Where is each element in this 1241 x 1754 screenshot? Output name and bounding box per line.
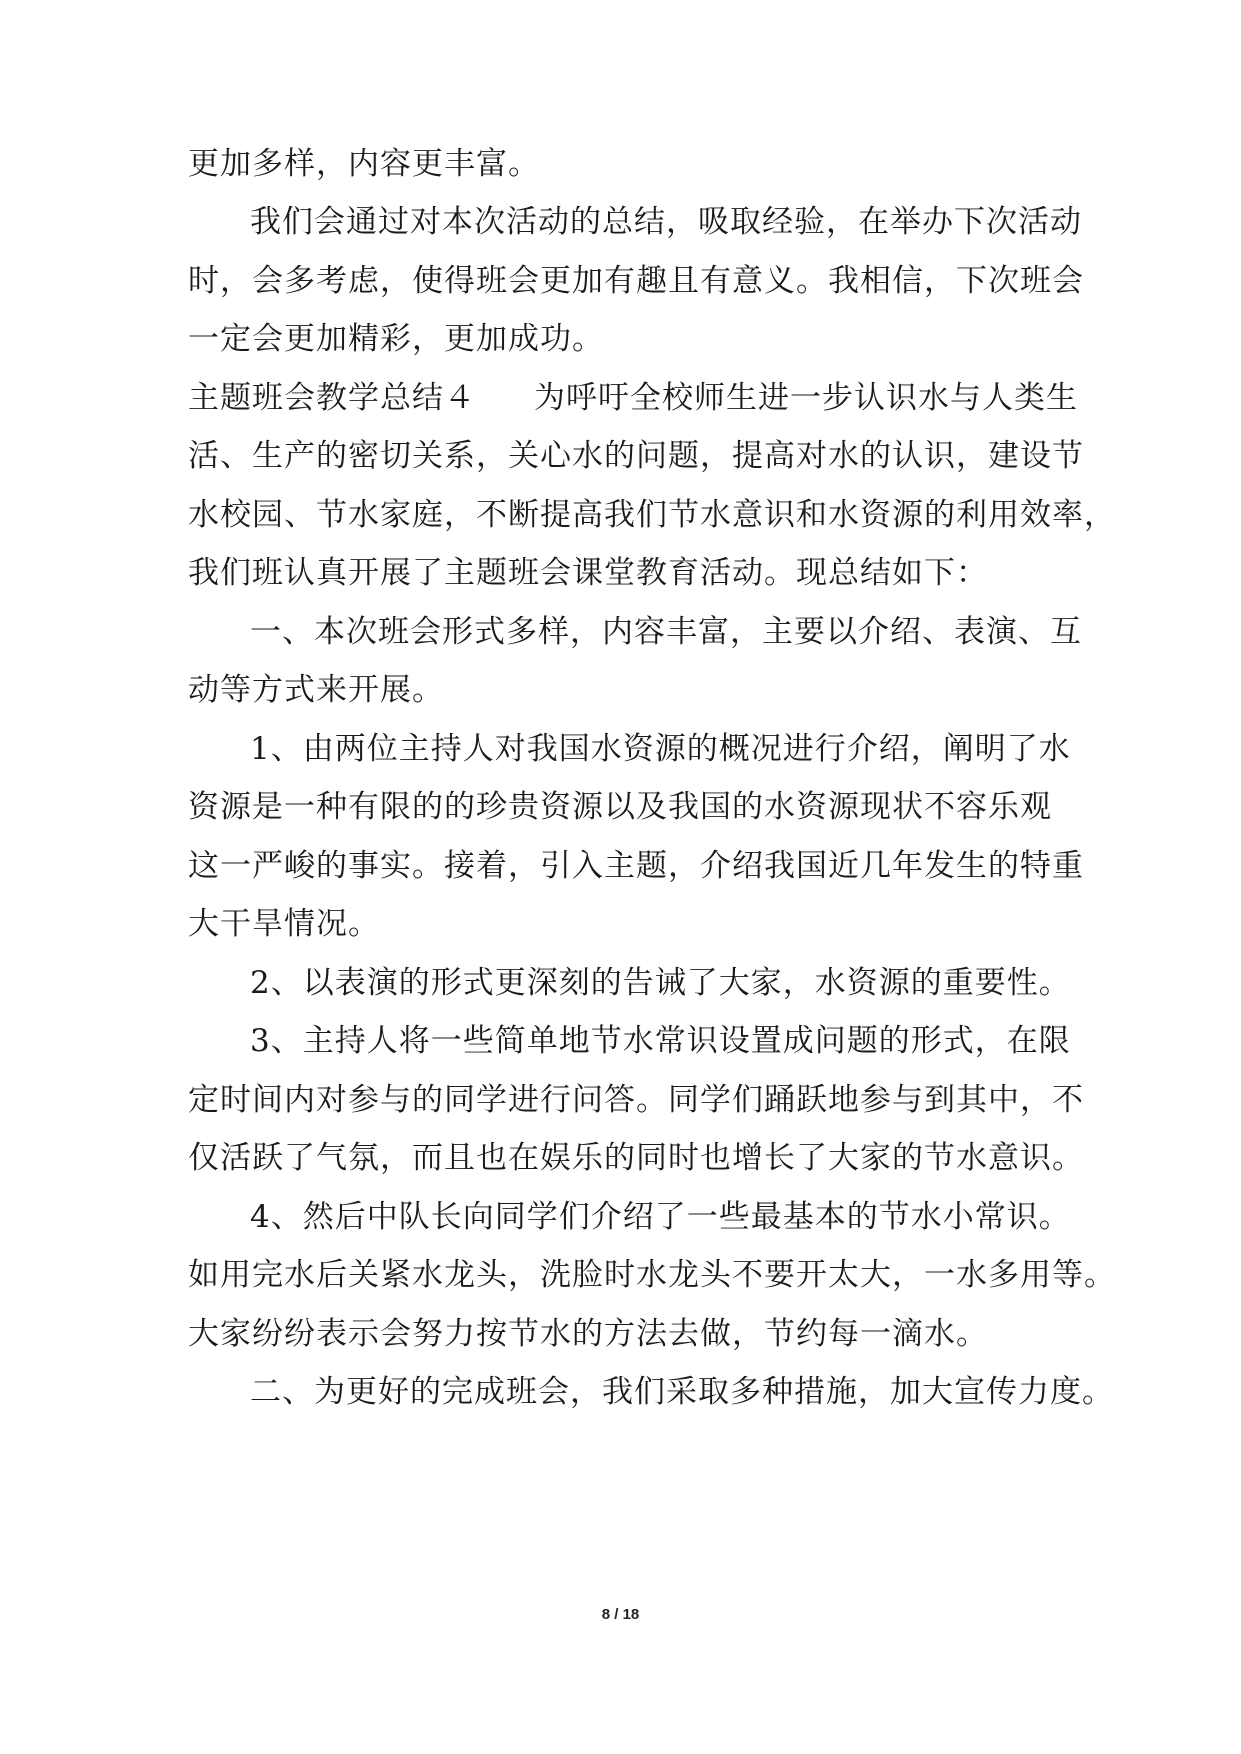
paragraph-line: 大干旱情况。 [188,906,380,942]
paragraph-line: 我们班认真开展了主题班会课堂教育活动。现总结如下： [188,555,988,591]
paragraph-line: 定时间内对参与的同学进行问答。同学们踊跃地参与到其中，不 [188,1082,1084,1118]
paragraph-line: 如用完水后关紧水龙头，洗脸时水龙头不要开太大，一水多用等。 [188,1257,1116,1293]
paragraph-line: 更加多样，内容更丰富。 [188,146,540,182]
section-heading-line [188,378,1078,418]
paragraph-line: 3、主持人将一些简单地节水常识设置成问题的形式，在限 [250,1023,1071,1059]
paragraph-line: 动等方式来开展。 [188,672,444,708]
page-number: 8 / 18 [601,1606,640,1623]
section-title: 主题班会教学总结４ [188,380,476,416]
paragraph-line: 仅活跃了气氛，而且也在娱乐的同时也增长了大家的节水意识。 [188,1140,1084,1176]
paragraph-line: 水校园、节水家庭，不断提高我们节水意识和水资源的利用效率， [188,497,1116,533]
paragraph-line: 一定会更加精彩，更加成功。 [188,321,604,357]
paragraph-line: 1、由两位主持人对我国水资源的概况进行介绍，阐明了水 [250,731,1071,767]
paragraph-line: 资源是一种有限的的珍贵资源以及我国的水资源现状不容乐观 [188,789,1052,825]
paragraph-line: 时，会多考虑，使得班会更加有趣且有意义。我相信，下次班会 [188,263,1084,299]
section-lead-text: 为呼吁全校师生进一步认识水与人类生 [534,380,1078,416]
paragraph-line: 4、然后中队长向同学们介绍了一些最基本的节水小常识。 [250,1199,1071,1235]
paragraph-line: 二、为更好的完成班会，我们采取多种措施，加大宣传力度。 [250,1374,1114,1410]
paragraph-line: 活、生产的密切关系，关心水的问题，提高对水的认识，建设节 [188,438,1084,474]
paragraph-line: 这一严峻的事实。接着，引入主题，介绍我国近几年发生的特重 [188,848,1084,884]
paragraph-line: 一、本次班会形式多样，内容丰富，主要以介绍、表演、互 [250,614,1082,650]
paragraph-line: 大家纷纷表示会努力按节水的方法去做，节约每一滴水。 [188,1316,988,1352]
paragraph-line: 我们会通过对本次活动的总结，吸取经验，在举办下次活动 [250,204,1082,240]
paragraph-line: 2、以表演的形式更深刻的告诫了大家，水资源的重要性。 [250,965,1071,1001]
